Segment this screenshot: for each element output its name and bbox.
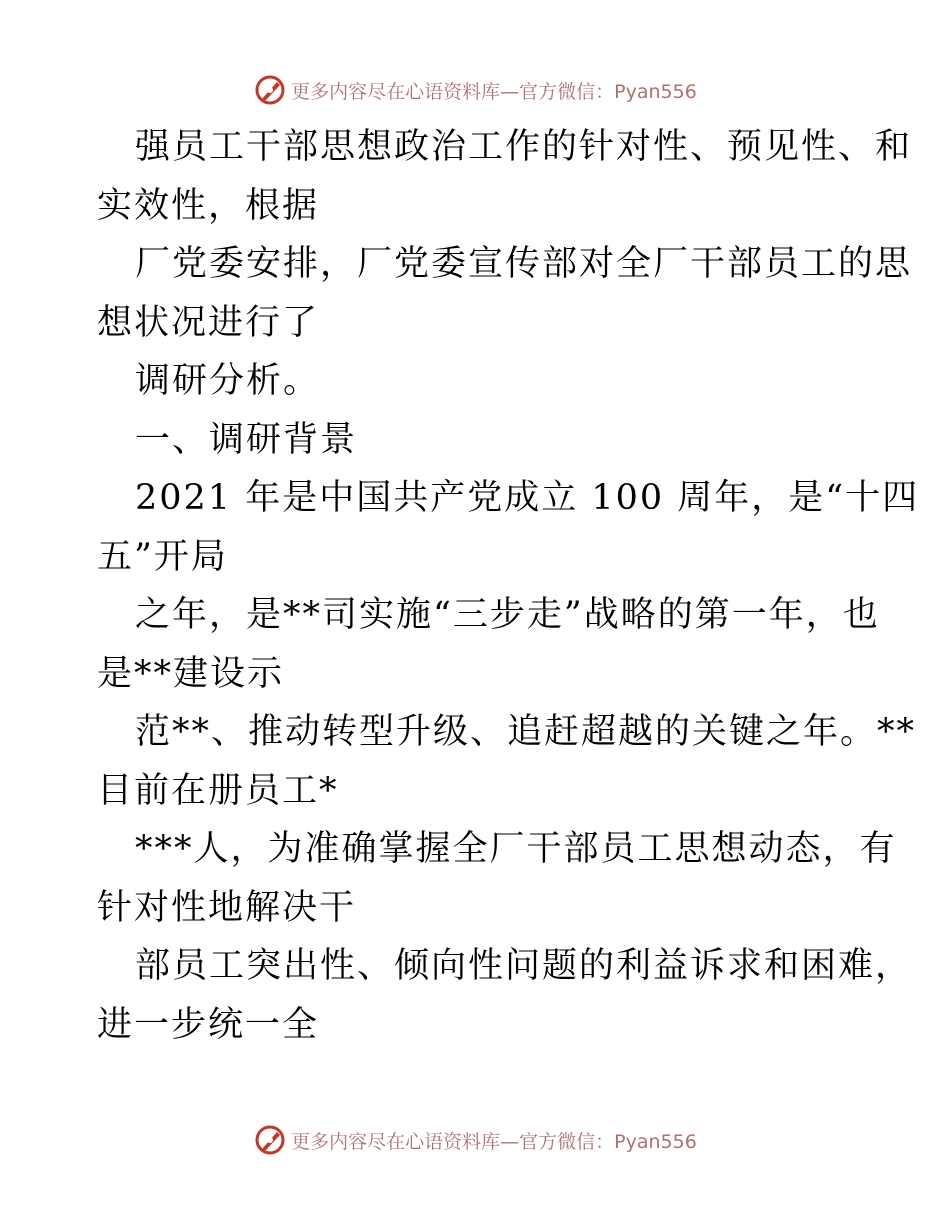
body-line: 强员工干部思想政治工作的针对性、预见性、和 <box>135 127 913 167</box>
body-line: ***人，为准确掌握全厂干部员工思想动态，有 <box>135 829 897 869</box>
body-line: 调研分析。 <box>135 361 321 401</box>
body-line: 针对性地解决干 <box>97 887 357 928</box>
body-line: 五”开局 <box>97 536 228 577</box>
pen-logo-icon <box>253 73 287 107</box>
body-line: 实效性，根据 <box>97 185 320 226</box>
body-line: 厂党委安排，厂党委宣传部对全厂干部员工的思 <box>135 244 913 284</box>
body-line: 之年，是**司实施“三步走”战略的第一年，也 <box>135 595 880 635</box>
body-line: 范**、推动转型升级、追赶超越的关键之年。** <box>135 712 917 752</box>
body-line: 目前在册员工* <box>97 770 339 811</box>
footer-banner <box>0 1120 950 1160</box>
body-line: 想状况进行了 <box>97 302 320 343</box>
body-line: 是**建设示 <box>97 653 285 694</box>
pen-logo-icon <box>253 1123 287 1157</box>
body-line: 2021 年是中国共产党成立 100 周年，是“十四 <box>135 478 920 518</box>
header-banner <box>0 70 950 110</box>
footer-banner-text: 更多内容尽在心语资料库—官方微信：Pyan556 <box>291 1130 697 1153</box>
body-line: 进一步统一全 <box>97 1004 320 1045</box>
body-line: 部员工突出性、倾向性问题的利益诉求和困难， <box>135 946 913 986</box>
document-body <box>97 118 920 1054</box>
section-heading: 一、调研背景 <box>135 419 358 460</box>
header-banner-text: 更多内容尽在心语资料库—官方微信：Pyan556 <box>291 80 697 103</box>
